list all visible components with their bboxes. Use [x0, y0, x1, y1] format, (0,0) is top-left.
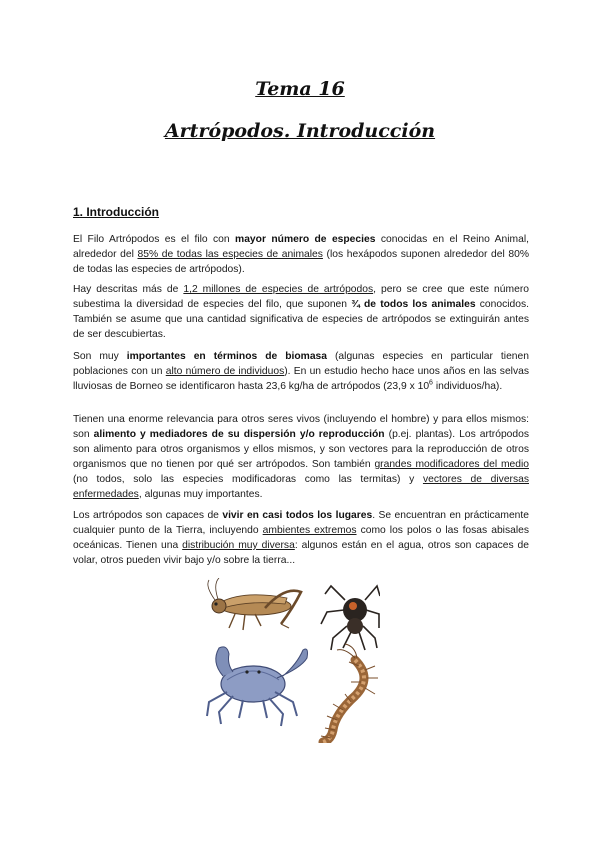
paragraph-3: Son muy importantes en términos de biomasa (algunas especies en particular tienen poblaciones con un alto número de individuos). En un estudio hecho hace unos años en las selvas lluviosas de Borneo se identificaron hasta 23,6 kg/ha de artrópodos (23,9 x $10^6$ individuos/ha).	[73, 351, 529, 392]
spider-image	[321, 586, 380, 650]
page-subtitle: Artrópodos. Introducción	[164, 120, 436, 142]
page-title: Tema 16	[255, 78, 345, 100]
grasshopper-image	[208, 578, 301, 630]
crab-image	[207, 647, 308, 726]
paragraph-1: El Filo Artrópodos es el filo con mayor número de especies conocidas en el Reino Animal, alrededor del 85% de todas las especies de animales (los hexápodos suponen alrededor del 80% de todas las especies de artrópodos).	[73, 234, 530, 275]
section-heading: 1. Introducción	[73, 205, 160, 219]
centipede-image	[321, 644, 378, 742]
paragraph-4: Tienen una enorme relevancia para otros seres vivos (incluyendo el hombre) y para ellos mismos: son alimento y mediadores de su dispersión y/o reproducción (p.ej. plantas). Los artrópodos son alimento para otros organismos y ellos mismos, y son vectores para la reproducción de otros organismos que no tienen por qué ser artrópodos. Son también grandes modificadores del medio (no todos, solo las especies modificadoras como las termitas) y vectores de diversas enfermedades, algunas muy importantes.	[73, 414, 529, 500]
paragraph-5: Los artrópodos son capaces de vivir en casi todos los lugares. Se encuentran en prácticamente cualquier punto de la Tierra, incluyendo ambientes extremos como los polos o las fosas abisales oceánicas. Tienen una distribución muy diversa: algunos están en el agua, otros son capaces de volar, otros pueden vivir bajo y/o sobre la tierra...	[73, 510, 530, 566]
arthropods-illustration	[205, 578, 380, 743]
paragraph-2: Hay descritas más de 1,2 millones de especies de artrópodos, pero se cree que este número subestima la diversidad de especies del filo, que suponen ¾ de todos los animales conocidos. También se asume que una cantidad significativa de especies de artrópodos se extinguirán antes de ser descubiertas.	[73, 284, 530, 340]
